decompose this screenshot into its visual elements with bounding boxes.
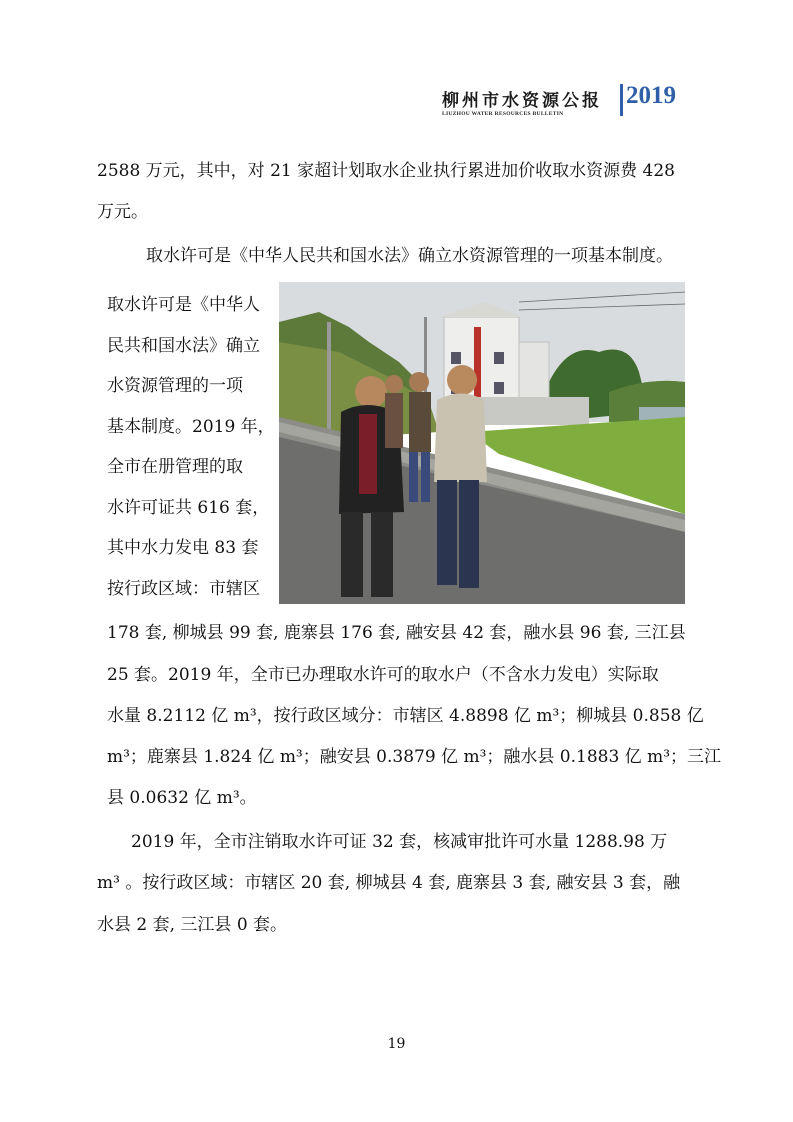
header-title-en: LIUZHOU WATER RESOURCES BULLETIN	[442, 111, 564, 117]
paragraph-4-line-2: m³ 。按行政区域：市辖区 20 套, 柳城县 4 套, 鹿寨县 3 套, 融安县 3 套，融	[97, 873, 681, 893]
side-line: 取水许可是《中华人	[107, 295, 260, 315]
side-line: 基本制度。2019 年，	[107, 416, 275, 437]
paragraph-3-line-2: 25 套。2019 年，全市已办理取水许可的取水户（不含水力发电）实际取	[107, 665, 659, 685]
side-line: 其中水力发电 83 套	[107, 538, 259, 558]
header-year: 2019	[626, 82, 676, 109]
paragraph-1-line-1: 2588 万元，其中，对 21 家超计划取水企业执行累进加价收取水资源费 428	[97, 161, 675, 181]
paragraph-3-line-3: 水量 8.2112 亿 m³，按行政区域分：市辖区 4.8898 亿 m³；柳城县 0.858 亿	[107, 706, 704, 726]
paragraph-3-line-5: 县 0.0632 亿 m³。	[107, 788, 257, 808]
side-line: 水资源管理的一项	[107, 376, 243, 396]
side-line: 水许可证共 616 套，	[107, 497, 270, 518]
bulletin-header	[440, 82, 700, 122]
side-line: 按行政区域：市辖区	[107, 578, 260, 599]
paragraph-1-line-2: 万元。	[97, 202, 148, 222]
header-separator	[620, 84, 623, 116]
header-title-cn: 柳州市水资源公报	[442, 91, 602, 111]
paragraph-2-line-1: 取水许可是《中华人民共和国水法》确立水资源管理的一项基本制度。	[146, 246, 673, 266]
inspection-photo	[279, 282, 685, 604]
page-number: 19	[387, 1036, 406, 1052]
paragraph-3-line-4: m³；鹿寨县 1.824 亿 m³；融安县 0.3879 亿 m³；融水县 0.1883 亿 m³；三江	[107, 747, 722, 767]
paragraph-4-line-1: 2019 年，全市注销取水许可证 32 套，核减审批许可水量 1288.98 万	[131, 832, 668, 852]
photo-side-text	[107, 285, 273, 609]
side-line: 民共和国水法》确立	[107, 335, 260, 356]
side-line: 全市在册管理的取	[107, 457, 243, 477]
paragraph-3-line-1: 178 套, 柳城县 99 套, 鹿寨县 176 套, 融安县 42 套，融水县 96 套, 三江县	[107, 623, 686, 643]
paragraph-4-line-3: 水县 2 套, 三江县 0 套。	[97, 915, 288, 935]
